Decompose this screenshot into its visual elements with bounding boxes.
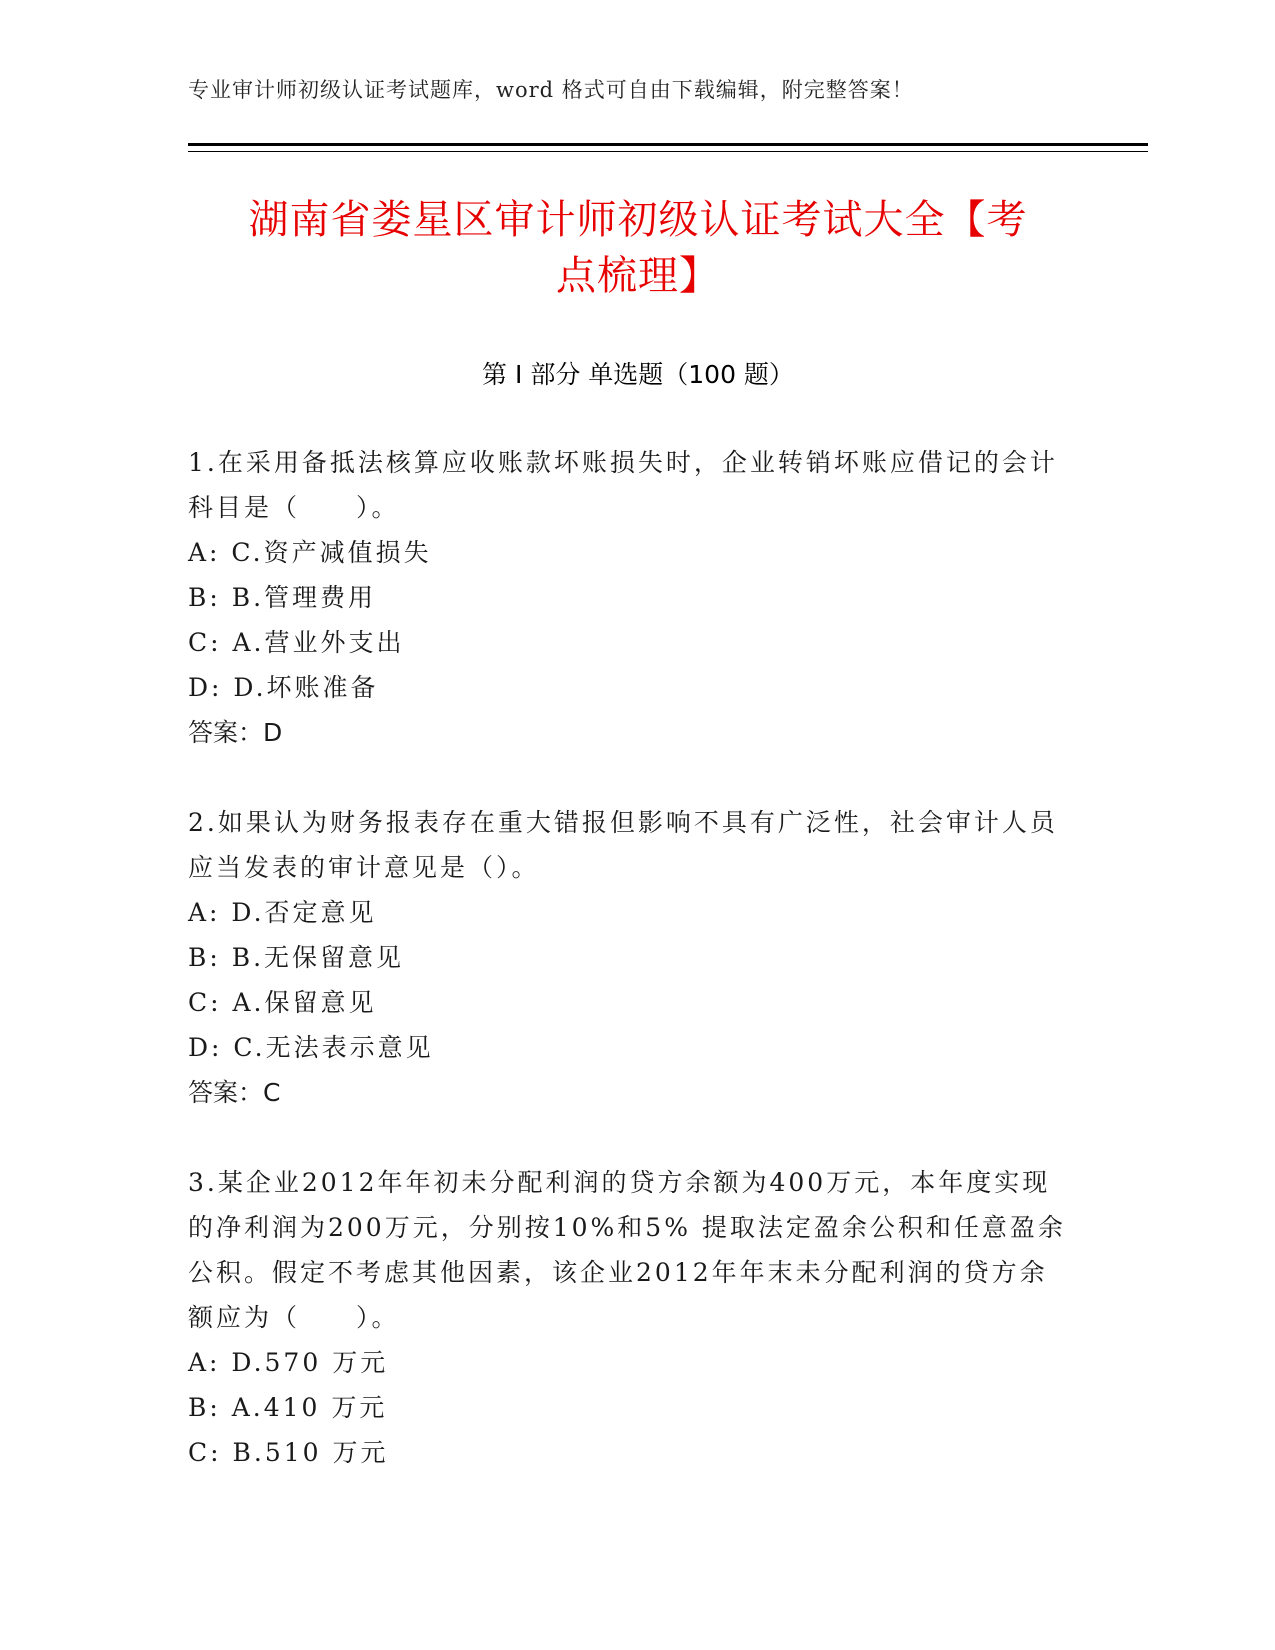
option-d: D: D.坏账准备 (188, 673, 379, 702)
header-divider-thin (188, 151, 1148, 152)
option-c: C: B.510 万元 (188, 1438, 389, 1467)
option-b: B: A.410 万元 (188, 1393, 388, 1422)
option-b: B: B.无保留意见 (188, 943, 405, 972)
option-b: B: B.管理费用 (188, 583, 377, 612)
question-stem: 1.在采用备抵法核算应收账款坏账损失时，企业转销坏账应借记的会计科目是（ ）。 (188, 448, 1058, 522)
question-2 (188, 800, 1068, 1115)
option-c: C: A.保留意见 (188, 988, 377, 1017)
option-a: A: C.资产减值损失 (188, 538, 432, 567)
question-stem: 2.如果认为财务报表存在重大错报但影响不具有广泛性，社会审计人员应当发表的审计意见是（）。 (188, 808, 1058, 882)
header-note: 专业审计师初级认证考试题库，word 格式可自由下载编辑，附完整答案！ (188, 78, 914, 102)
question-list (188, 440, 1068, 1520)
header-divider (188, 143, 1148, 146)
document-title-line-2: 点梳理】 (556, 253, 720, 299)
document-title (188, 192, 1088, 304)
question-stem: 3.某企业2012年年初未分配利润的贷方余额为400万元，本年度实现的净利润为200万元，分别按10%和5% 提取法定盈余公积和任意盈余公积。假定不考虑其他因素，该企业2012年年末未分配利润的贷方余额应为（ ）。 (188, 1168, 1066, 1332)
option-a: A: D.570 万元 (188, 1348, 389, 1377)
option-d: D: C.无法表示意见 (188, 1033, 434, 1062)
option-c: C: A.营业外支出 (188, 628, 405, 657)
question-1 (188, 440, 1068, 755)
question-3 (188, 1160, 1068, 1475)
section-heading: 第 I 部分 单选题（100 题） (482, 360, 794, 389)
option-a: A: D.否定意见 (188, 898, 377, 927)
document-title-line-1: 湖南省娄星区审计师初级认证考试大全【考 (248, 197, 1028, 243)
answer: 答案：C (188, 1078, 281, 1107)
answer: 答案：D (188, 718, 283, 747)
